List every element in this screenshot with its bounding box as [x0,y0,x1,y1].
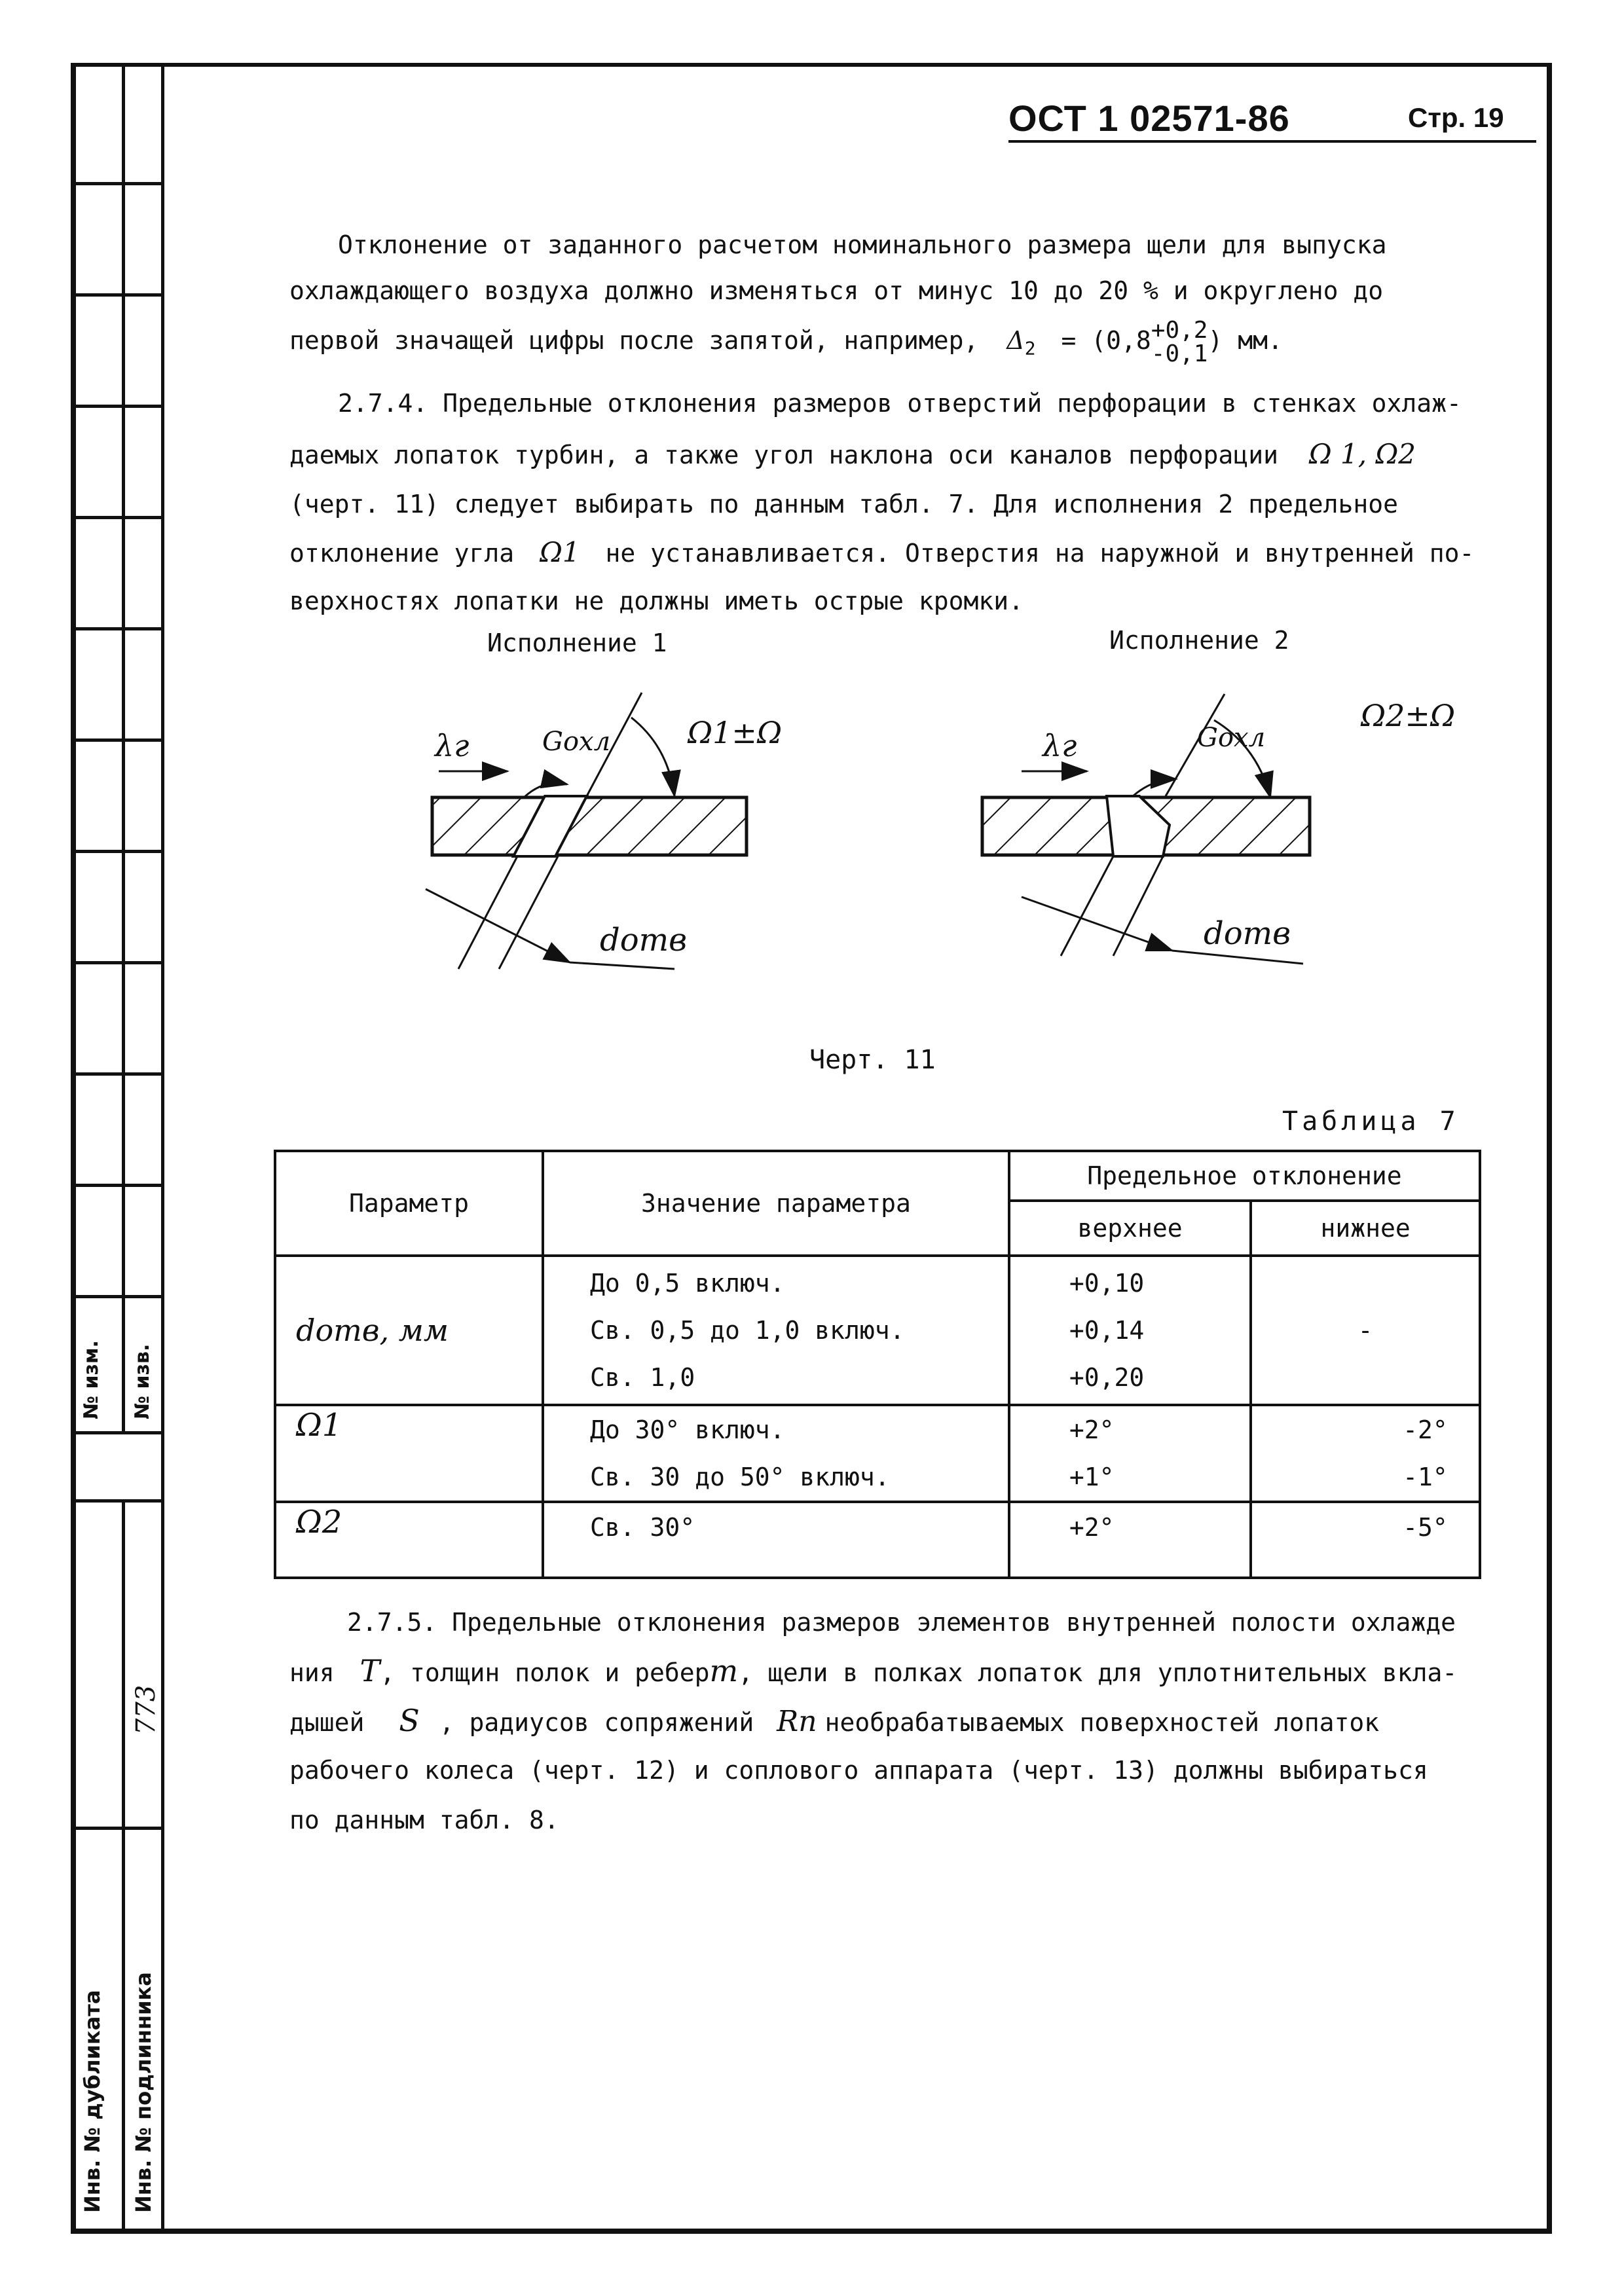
strip-line [71,850,162,853]
p3-line3 [289,1696,1379,1747]
p1-eq: = (0,8 [1061,326,1151,355]
symbol-T: T [360,1653,380,1688]
table-row [275,1256,1480,1405]
inv-number: 773 [131,1685,161,1735]
row2-upper [1009,1405,1251,1502]
table-row [275,1405,1480,1502]
strip-line [71,1184,162,1187]
row1-lower: - [1251,1256,1480,1405]
frame-left-border [71,65,76,2232]
p2-line4 [289,528,1474,578]
symbol-S: S [399,1703,420,1738]
p2-line5: верхностях лопатки не должны иметь острые кромки. [289,587,1024,615]
row1-values [543,1256,1009,1405]
strip-line [71,1072,162,1076]
p1-line3 [289,316,1283,374]
strip-line [71,405,162,408]
g-label-v2: Gохл [1197,723,1266,753]
p1-end: ) мм. [1208,326,1283,355]
row2-upper-value: +2° [1069,1415,1115,1444]
symbol-m: m [709,1653,739,1688]
strip-line [71,627,162,630]
strip-line [122,65,125,1434]
izm-label: № изм. [80,1340,103,1419]
omega-symbols: Ω 1, Ω2 [1308,438,1416,470]
row1-upper [1009,1256,1251,1405]
p3-line3-c: необрабатываемых поверхностей лопаток [824,1708,1380,1737]
d-label-v1: dотв [600,922,688,958]
dup-label: Инв. № дубликата [80,1990,105,2213]
symbol-R: Rп [777,1705,817,1738]
p3-line4: рабочего колеса (черт. 12) и соплового аппарата (черт. 13) должны выбираться [289,1756,1428,1785]
row3-param-text: Ω2 [296,1504,342,1540]
angle-arc [631,718,674,796]
page-number: Стр. 19 [1408,102,1504,133]
table-title: Таблица 7 [1282,1106,1460,1137]
p3-line2-b: , толщин полок и ребер [380,1658,710,1687]
figure-caption: Черт. 11 [809,1045,936,1075]
lambda-label-v1: λг [435,728,470,763]
p1-line3-text: первой значащей цифры после запятой, например, [289,326,979,355]
strip-line [71,182,162,185]
header-deviation: Предельное отклонение [1009,1151,1480,1201]
delta-symbol: Δ [1006,326,1025,355]
p3-line1: 2.7.5. Предельные отклонения размеров элементов внутренней полости охлажде [347,1608,1456,1637]
p3-line2-c: , щели в полках лопаток для уплотнительных вкла- [738,1658,1458,1687]
p1-line2: охлаждающего воздуха должно изменяться от минус 10 до 20 % и округлено до [289,276,1384,305]
table-row [275,1502,1480,1578]
row2-lower [1251,1405,1480,1502]
p2-line2 [289,429,1416,480]
strip-line [71,1827,162,1830]
strip-line [161,65,164,2232]
strip-line [71,293,162,297]
row2-upper-value: +1° [1069,1463,1115,1491]
p3-line2-a: ния [289,1658,335,1687]
row3-upper: +2° [1009,1502,1251,1578]
p3-line3-b: , радиусов сопряжений [439,1708,754,1737]
header-upper: верхнее [1009,1201,1251,1256]
orig-label: Инв. № подлинника [131,1972,156,2213]
row2-param-text: Ω1 [296,1407,342,1444]
strip-line [71,1295,162,1298]
p3-line5: по данным табл. 8. [289,1806,559,1834]
row2-lower-value: -2° [1403,1415,1448,1444]
plate-v1 [432,797,747,855]
frame-bottom-border [71,2229,1552,2234]
p1-line1: Отклонение от заданного расчетом номинального размера щели для выпуска [338,230,1387,259]
row1-upper-value: +0,20 [1069,1363,1145,1392]
p3-line2 [289,1646,1457,1698]
p2-line3: (черт. 11) следует выбирать по данным табл. 7. Для исполнения 2 предельное [289,490,1398,519]
angle2-label: Ω2±Ω [1361,698,1456,733]
doc-code: ОСТ 1 02571-86 [1008,98,1290,139]
strip-line [71,516,162,519]
p2-line2-text: даемых лопаток турбин, а также угол наклона оси каналов перфорации [289,441,1278,469]
izv-label: № изв. [131,1343,154,1419]
variant1-label: Исполнение 1 [487,629,667,657]
frame-top-border [71,63,1552,67]
frame-right-border [1547,63,1552,2234]
strip-line [122,1499,125,2232]
row2-values [543,1405,1009,1502]
row1-param-text: dотв, мм [296,1313,449,1348]
row3-param [275,1502,543,1578]
dim-line [1022,897,1172,951]
dim-line [1172,951,1303,964]
strip-line [71,738,162,742]
table-7 [274,1150,1481,1579]
header-rule [1008,140,1536,143]
p2-line4-a: отклонение угла [289,539,515,568]
dim-line [426,889,570,962]
row1-value: Св. 1,0 [590,1363,695,1392]
strip-line [71,1431,162,1434]
d-label-v2: dотв [1204,915,1291,952]
row2-lower-value: -1° [1403,1463,1448,1491]
strip-line [71,961,162,964]
row2-value: Св. 30 до 50° включ. [590,1463,890,1491]
row1-param [275,1256,543,1405]
row1-upper-value: +0,14 [1069,1316,1145,1345]
lambda-label-v2: λг [1043,728,1077,763]
row3-value: Св. 30° [543,1502,1009,1578]
header-param: Параметр [275,1151,543,1256]
angle1-label: Ω1±Ω [688,715,783,750]
dim-line [570,962,674,969]
row1-value: До 0,5 включ. [590,1269,785,1298]
p3-line3-a: дышей [289,1708,365,1737]
axis-line [1061,856,1113,956]
table-header-row [275,1151,1480,1201]
tol-upper: +0,2 [1151,316,1208,344]
row2-param [275,1405,543,1502]
p2-line1: 2.7.4. Предельные отклонения размеров отверстий перфорации в стенках охлаж- [338,389,1462,418]
g-label-v1: Gохл [542,727,611,757]
row1-upper-value: +0,10 [1069,1269,1145,1298]
header-lower: нижнее [1251,1201,1480,1256]
header-value: Значение параметра [543,1151,1009,1256]
variant2-label: Исполнение 2 [1109,626,1289,655]
row2-value: До 30° включ. [590,1415,785,1444]
tolerance-stack [1151,316,1208,367]
row1-value: Св. 0,5 до 1,0 включ. [590,1316,905,1345]
row3-lower: -5° [1251,1502,1480,1578]
tol-lower: -0,1 [1151,340,1208,367]
strip-line [71,1499,162,1503]
figure-11 [393,681,1323,1008]
p2-line4-b: не устанавливается. Отверстия на наружной и внутренней по- [605,539,1475,568]
omega1-symbol: Ω1 [540,536,580,568]
axis-line [1113,856,1163,956]
delta-sub: 2 [1024,337,1036,359]
